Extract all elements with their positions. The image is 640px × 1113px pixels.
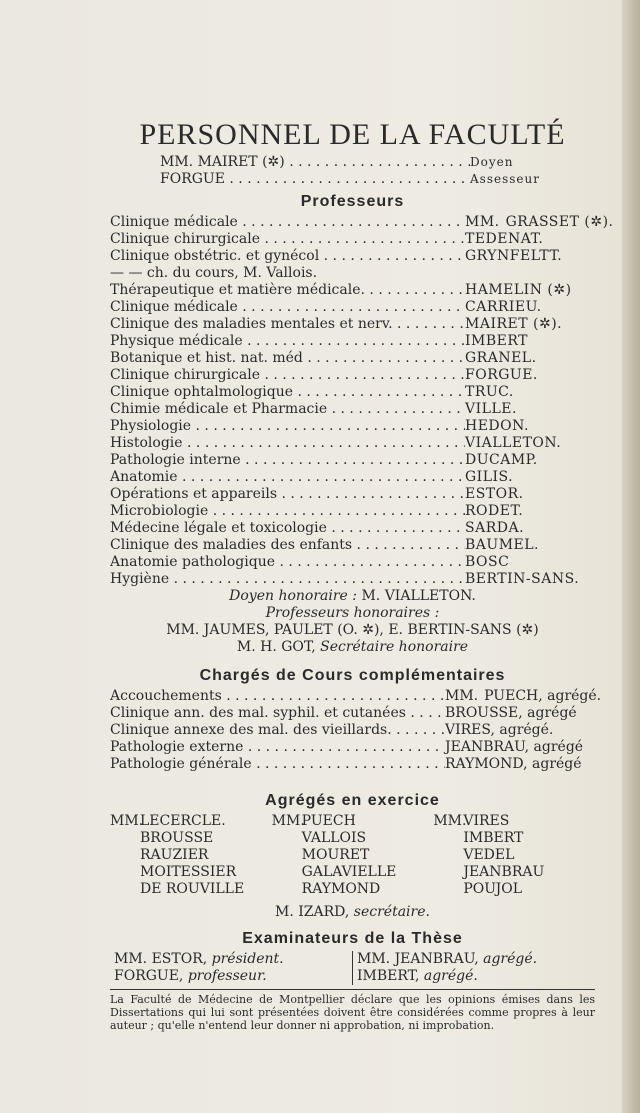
charge-row [110, 739, 595, 756]
professeur-name: SARDA. [465, 520, 525, 536]
professeur-name: GRANEL. [465, 350, 537, 366]
professeur-name: VILLE. [465, 401, 517, 417]
professeur-name-cell [465, 486, 595, 503]
examinateur-role: professeur. [187, 968, 267, 984]
charge-name: JEANBRAU, agrégé [445, 739, 584, 755]
agrege-name: MOURET [301, 847, 370, 863]
agreges-table [110, 813, 595, 898]
agreges-column [272, 813, 434, 898]
agrege-name: DE ROUVILLE [140, 881, 245, 897]
examinateur-entry [357, 968, 595, 985]
professeur-row [110, 248, 595, 265]
doyen-honoraire [110, 588, 595, 605]
professeur-name-cell [465, 571, 595, 588]
examinateurs-heading: Examinateurs de la Thèse [242, 930, 463, 947]
examinateur-name: MM. ESTOR, [114, 951, 208, 967]
agrege-entry [433, 847, 595, 864]
professeur-row [110, 554, 595, 571]
examinateur-entry [114, 951, 352, 968]
secretaire-honoraire [110, 639, 595, 656]
professeur-name-cell [465, 469, 595, 486]
charge-row [110, 688, 602, 705]
professeur-name: BOSC [465, 554, 510, 570]
agrege-entry [110, 830, 272, 847]
chair-name: Clinique des maladies des enfants . . . [110, 537, 465, 554]
professeur-name: FORGUE. [465, 367, 538, 383]
agrege-entry [110, 813, 272, 830]
charge-name-cell [445, 756, 595, 773]
prof-honoraires-names: MM. JAUMES, PAULET (O. ✲), E. BERTIN-SANS (✲) [166, 622, 539, 638]
agrege-entry [110, 864, 272, 881]
agrege-name: VIRES [463, 813, 510, 829]
chair-name: Thérapeutique et matière médicale. . . . [110, 282, 465, 299]
professeur-row [110, 486, 595, 503]
course-name: Clinique ann. des mal. syphil. et cutanées . . . [110, 705, 445, 722]
mm-prefix: MM. [465, 214, 500, 230]
doyen-honoraire-label: Doyen honoraire : [229, 588, 357, 604]
agrege-name: RAUZIER [140, 847, 209, 863]
professeur-name-cell [465, 367, 595, 384]
chair-name: Physiologie . . . [110, 418, 465, 435]
charge-name-cell [445, 739, 595, 756]
mm-prefix: MM. [110, 813, 144, 829]
professeur-name: GRYNFELTT. [465, 248, 563, 264]
professeur-name-cell [465, 503, 595, 520]
secretaire-honoraire-name: M. H. GOT, [236, 639, 316, 655]
professeur-name-cell [465, 435, 595, 452]
disclaimer-note: La Faculté de Médecine de Montpellier déclare que les opinions émises dans les Dissertations qui lui sont présentées doivent être considérées comme propres à leur auteur ; qu'elle n'entend leur donner ni approbation, ni improbation. [110, 993, 595, 1032]
chair-name: Physique médicale . . . [110, 333, 465, 350]
professeurs-list [110, 214, 614, 588]
professeur-name: HAMELIN (✲) [465, 282, 572, 298]
chair-name: Pathologie interne . . . [110, 452, 465, 469]
professeur-name-cell [465, 452, 595, 469]
agrege-entry [272, 813, 434, 830]
professeurs-heading: Professeurs [300, 193, 405, 210]
charge-row [110, 705, 595, 722]
professeur-name-cell [465, 401, 595, 418]
chair-name: Clinique médicale . . . [110, 299, 465, 316]
charge-name: BROUSSE, agrégé [445, 705, 577, 721]
professeur-name-cell [465, 384, 595, 401]
secretaire-label: secrétaire. [353, 904, 430, 920]
charge-name-cell [445, 705, 595, 722]
agreges-column [110, 813, 272, 898]
agrege-entry [433, 864, 595, 881]
chair-name: Clinique chirurgicale . . . [110, 231, 465, 248]
professeur-row [110, 316, 595, 333]
chair-name: Microbiologie . . . [110, 503, 465, 520]
agrege-entry [272, 881, 434, 898]
officer-row [160, 171, 580, 188]
examinateur-entry [114, 968, 352, 985]
agrege-entry [433, 830, 595, 847]
examinateur-entry [357, 951, 595, 968]
agrege-name: JEANBRAU [463, 864, 545, 880]
divider [110, 989, 595, 990]
agrege-name: VEDEL [463, 847, 515, 863]
chair-name: Clinique des maladies mentales et nerv. . . . [110, 316, 465, 333]
agrege-entry [433, 881, 595, 898]
professeur-row [110, 401, 595, 418]
agrege-name: PUECH [301, 813, 356, 829]
course-name: Accouchements . . . [110, 688, 445, 705]
mm-prefix: MM. [271, 813, 305, 829]
agrege-entry [272, 864, 434, 881]
professeur-name: TRUC. [465, 384, 514, 400]
content [110, 118, 614, 1032]
page-title: PERSONNEL DE LA FACULTÉ [139, 118, 566, 151]
professeur-name: IMBERT [465, 333, 529, 349]
agrege-entry [272, 830, 434, 847]
charge-name: VIRES, agrégé. [445, 722, 554, 738]
professeur-name-cell [465, 214, 614, 231]
professeur-row [110, 299, 595, 316]
professeur-row [110, 537, 595, 554]
officer-row [160, 154, 580, 171]
charge-name-cell [445, 688, 602, 705]
course-name: Pathologie externe . . . [110, 739, 445, 756]
professeur-row [110, 384, 595, 401]
course-name: Clinique annexe des mal. des vieillards. . . . [110, 722, 445, 739]
examinateur-name: FORGUE, [114, 968, 184, 984]
agrege-name: POUJOL [463, 881, 523, 897]
professeur-name-cell [465, 520, 595, 537]
professeur-name: GRASSET (✲). [505, 214, 614, 230]
professeur-row [110, 367, 595, 384]
agrege-entry [433, 813, 595, 830]
examinateur-name: IMBERT, [357, 968, 420, 984]
professeur-name: RODET. [465, 503, 524, 519]
agrege-entry [272, 847, 434, 864]
mm-prefix: MM. [445, 688, 479, 704]
examinateur-role: agrégé. [423, 968, 478, 984]
chair-name: Anatomie pathologique . . . [110, 554, 465, 571]
professeur-name-cell [465, 350, 595, 367]
professeur-row [110, 231, 595, 248]
chair-name: Anatomie . . . [110, 469, 465, 486]
charge-name: PUECH, agrégé. [484, 688, 602, 704]
professeur-name-cell [465, 316, 595, 333]
professeur-name: VIALLETON. [465, 435, 562, 451]
professeur-row [110, 282, 595, 299]
prof-honoraires-label: Professeurs honoraires : [265, 605, 440, 621]
chair-name: Histologie . . . [110, 435, 465, 452]
agrege-name: RAYMOND [301, 881, 381, 897]
course-name: Pathologie générale . . . [110, 756, 445, 773]
officer-name: FORGUE . . . [160, 171, 470, 188]
professeur-name: BAUMEL. [465, 537, 539, 553]
chair-name: Botanique et hist. nat. méd . . . [110, 350, 465, 367]
chair-name: Opérations et appareils . . . [110, 486, 465, 503]
examinateur-role: président. [211, 951, 284, 967]
professeur-name-cell [465, 333, 595, 350]
professeur-name: DUCAMP. [465, 452, 538, 468]
professeur-name-cell [465, 299, 595, 316]
charges-list [110, 688, 602, 773]
officers-list [160, 154, 580, 188]
professeur-row [110, 214, 614, 231]
professeur-name: BERTIN-SANS. [465, 571, 580, 587]
professeur-row [110, 435, 595, 452]
secretaire-honoraire-label: Secrétaire honoraire [320, 639, 469, 655]
professeur-name-cell [465, 418, 595, 435]
doyen-honoraire-name: M. VIALLETON. [361, 588, 476, 604]
page-edge [622, 0, 640, 1113]
professeur-row [110, 350, 595, 367]
professeur-row [110, 333, 595, 350]
professeur-row [110, 418, 595, 435]
examinateurs-column [353, 951, 595, 985]
agrege-entry [110, 847, 272, 864]
chair-name: Chimie médicale et Pharmacie . . . [110, 401, 465, 418]
professeur-row [110, 452, 595, 469]
agrege-name: VALLOIS [301, 830, 367, 846]
professeur-name-cell [465, 554, 595, 571]
secretaire-name: M. IZARD, [275, 904, 350, 920]
professeur-name-cell [465, 537, 595, 554]
agrege-entry [110, 881, 272, 898]
professeur-name-cell [465, 248, 595, 265]
chair-name: — — ch. du cours, M. Vallois. [110, 265, 318, 281]
professeur-name: HEDON. [465, 418, 529, 434]
professeur-row [110, 469, 595, 486]
mm-prefix: MM. [433, 813, 467, 829]
professeur-name-cell [465, 282, 595, 299]
charge-row [110, 722, 595, 739]
chair-name: Hygiène . . . [110, 571, 465, 588]
charges-heading: Chargés de Cours complémentaires [199, 667, 506, 684]
agrege-name: IMBERT [463, 830, 524, 846]
officer-role: Doyen [470, 155, 514, 169]
professeur-name: ESTOR. [465, 486, 524, 502]
chair-name: Clinique obstétric. et gynécol . . . [110, 248, 465, 265]
chair-name: Clinique chirurgicale . . . [110, 367, 465, 384]
professeur-name-cell [465, 231, 595, 248]
examinateur-name: MM. JEANBRAU, [357, 951, 479, 967]
agreges-heading: Agrégés en exercice [265, 792, 440, 809]
examinateurs-column [110, 951, 353, 985]
professeur-name: CARRIEU. [465, 299, 542, 315]
examinateur-role: agrégé. [483, 951, 538, 967]
professeur-name: MAIRET (✲). [465, 316, 563, 332]
chair-name: Médecine légale et toxicologie . . . [110, 520, 465, 537]
charge-name: RAYMOND, agrégé [445, 756, 582, 772]
charge-row [110, 756, 595, 773]
agrege-name: GALAVIELLE [301, 864, 397, 880]
chair-name: Clinique ophtalmologique . . . [110, 384, 465, 401]
agrege-name: BROUSSE [140, 830, 214, 846]
professeur-row [110, 503, 595, 520]
agreges-column [433, 813, 595, 898]
agrege-name: LECERCLE. [140, 813, 226, 829]
professeur-name: GILIS. [465, 469, 514, 485]
professeur-row [110, 520, 595, 537]
agrege-name: MOITESSIER [140, 864, 237, 880]
secretaire [110, 904, 595, 921]
chair-name: Clinique médicale . . . [110, 214, 465, 231]
professeur-name: TEDENAT. [465, 231, 544, 247]
examinateurs-table [110, 951, 595, 985]
officer-name: MM. MAIRET (✲) . . . [160, 154, 470, 171]
charge-name-cell [445, 722, 595, 739]
professeur-row [110, 265, 595, 282]
professeur-row [110, 571, 595, 588]
officer-role: Assesseur [470, 172, 540, 186]
